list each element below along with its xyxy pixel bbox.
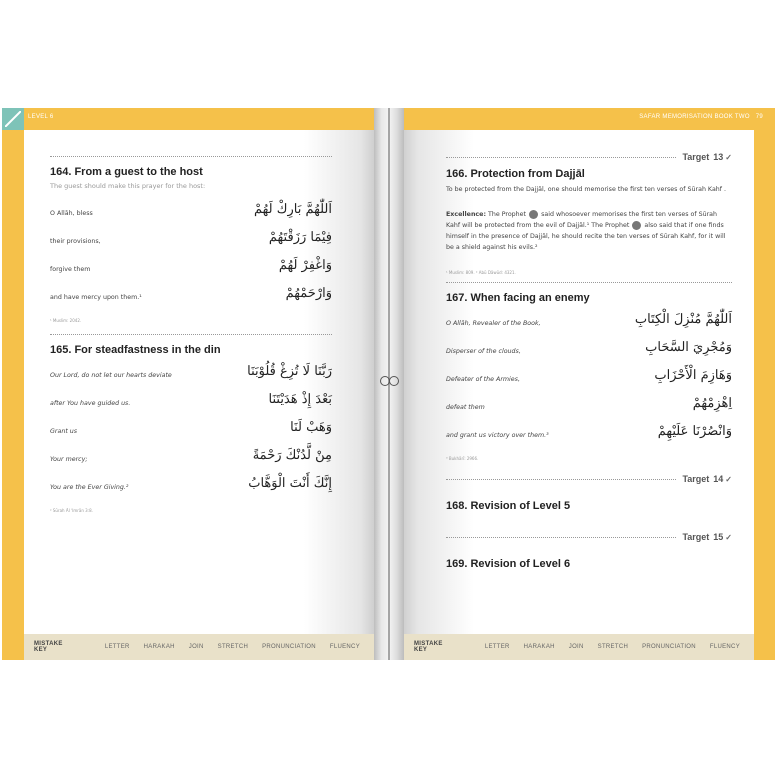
target-number: 15	[713, 532, 724, 542]
translation-line: Disperser of the clouds,	[446, 348, 521, 355]
translation-line: after You have guided us.	[50, 400, 131, 407]
arabic-line: مِنْ لَّدُنْكَ رَحْمَةً	[252, 448, 332, 463]
section-164-subtitle: The guest should make this prayer for the host:	[50, 182, 206, 190]
arabic-line: اَللّٰهُمَّ مُنْزِلَ الْكِتَابِ	[634, 312, 732, 327]
arabic-line: رَبَّنَا لَا تُزِغْ قُلُوْبَنَا	[247, 364, 332, 379]
target-label: Target	[682, 152, 710, 162]
salutation-icon	[529, 210, 538, 219]
excellence-label: Excellence:	[446, 211, 486, 218]
right-page-sheet	[404, 130, 754, 634]
salutation-icon	[632, 221, 641, 230]
arabic-line: إِنَّكَ أَنْتَ الْوَهَّابُ	[248, 476, 332, 491]
arabic-line: اَللّٰهُمَّ بَارِكْ لَهُمْ	[254, 202, 332, 217]
left-header-text: LEVEL 6	[28, 114, 54, 120]
mistake-key-footer	[404, 634, 754, 660]
translation-line: their provisions,	[50, 238, 101, 245]
mistake-key-item: STRETCH	[597, 644, 629, 650]
divider	[446, 537, 676, 538]
page-number: 79	[755, 114, 763, 120]
left-page	[2, 108, 374, 660]
divider	[50, 334, 332, 335]
translation-line: Grant us	[50, 428, 78, 435]
right-header-title: SAFAR MEMORISATION BOOK TWO	[639, 114, 750, 120]
translation-line: Your mercy;	[50, 456, 88, 463]
arabic-line: وَانْصُرْنَا عَلَيْهِمْ	[657, 424, 732, 439]
mistake-key-item: PRONUNCIATION	[262, 644, 316, 650]
excellence-text: The Prophet	[487, 211, 527, 218]
footnote-reference: ² Sūrah Āl ʿImrān 3:8.	[50, 508, 93, 513]
target-14	[446, 474, 732, 484]
arabic-line: وَهَازِمَ الْأَحْزَابِ	[654, 368, 732, 383]
arabic-line: بَعْدَ إِذْ هَدَيْتَنَا	[268, 392, 332, 407]
check-icon: ✓	[725, 532, 732, 542]
section-167-title: 167. When facing an enemy	[446, 292, 590, 304]
section-165-title: 165. For steadfastness in the din	[50, 344, 221, 356]
footnote-reference: ¹ Muslim: 2042.	[50, 318, 82, 323]
translation-line: forgive them	[50, 266, 91, 273]
mistake-key-item: PRONUNCIATION	[642, 644, 696, 650]
translation-line: defeat them	[446, 404, 485, 411]
mistake-key-label: MISTAKE KEY	[414, 641, 443, 653]
translation-line: Defeater of the Armies,	[446, 376, 520, 383]
right-header-text	[639, 114, 763, 120]
divider	[446, 479, 676, 480]
mistake-key-item: STRETCH	[217, 644, 249, 650]
binding-ring-icon	[380, 376, 398, 386]
arabic-line: وَهَبْ لَنَا	[290, 420, 332, 435]
section-166-intro: To be protected from the Dajjāl, one should memorise the first ten verses of Sūrah Kahf .	[446, 186, 727, 193]
mistake-key-footer	[24, 634, 374, 660]
arabic-line: وَارْحَمْهُمْ	[285, 286, 332, 301]
section-166-excellence	[446, 209, 732, 253]
translation-line: O Allāh, Revealer of the Book,	[446, 320, 541, 327]
mistake-key-item: JOIN	[188, 644, 204, 650]
mistake-key-item: LETTER	[484, 644, 510, 650]
open-book	[0, 108, 775, 660]
target-number: 13	[713, 152, 724, 162]
translation-line: and have mercy upon them.¹	[50, 294, 142, 301]
translation-line: Our Lord, do not let our hearts deviate	[50, 372, 172, 379]
arabic-line: اِهْزِمْهُمْ	[692, 396, 732, 411]
mistake-key-item: LETTER	[104, 644, 130, 650]
divider	[446, 157, 676, 158]
check-icon: ✓	[725, 152, 732, 162]
translation-line: and grant us victory over them.³	[446, 432, 549, 439]
target-15	[446, 532, 732, 542]
check-icon: ✓	[725, 474, 732, 484]
section-166-title: 166. Protection from Dajjāl	[446, 168, 585, 180]
arabic-line: فِيْمَا رَزَقْتَهُمْ	[268, 230, 332, 245]
mistake-key-item: JOIN	[568, 644, 584, 650]
translation-line: You are the Ever Giving.²	[50, 484, 129, 491]
arabic-line: وَمُجْرِيَ السَّحَابِ	[645, 340, 732, 355]
left-page-sheet	[24, 130, 374, 634]
target-number: 14	[713, 474, 724, 484]
mistake-key-label: MISTAKE KEY	[34, 641, 63, 653]
mistake-key-item: FLUENCY	[709, 644, 740, 650]
section-168-title: 168. Revision of Level 5	[446, 500, 571, 512]
corner-tab	[2, 108, 24, 130]
translation-line: O Allāh, bless	[50, 210, 93, 217]
divider	[446, 282, 732, 283]
right-page	[404, 108, 775, 660]
target-label: Target	[682, 474, 710, 484]
footnote-reference: ³ Bukhārī: 2966.	[446, 456, 479, 461]
footnote-reference: ¹ Muslim: 809. ² Abū Dāwūd: 4321.	[446, 270, 516, 275]
mistake-key-item: HARAKAH	[143, 644, 175, 650]
section-169-title: 169. Revision of Level 6	[446, 558, 571, 570]
mistake-key-item: FLUENCY	[329, 644, 360, 650]
target-label: Target	[682, 532, 710, 542]
excellence-text: said whosoever memorises the first ten verses of Sūrah Kahf will be protected from the evil of Dajjāl.¹ The Prophet	[446, 211, 718, 229]
mistake-key-item: HARAKAH	[523, 644, 555, 650]
divider	[50, 156, 332, 157]
excellence-text: also said that if one finds himself in the presence of Dajjāl, he should recite the ten verses of Sūrah Kahf, for it will be a shield against his evils.²	[446, 222, 726, 251]
section-164-title: 164. From a guest to the host	[50, 166, 203, 178]
target-13	[446, 152, 732, 162]
arabic-line: وَاغْفِرْ لَهُمْ	[278, 258, 332, 273]
